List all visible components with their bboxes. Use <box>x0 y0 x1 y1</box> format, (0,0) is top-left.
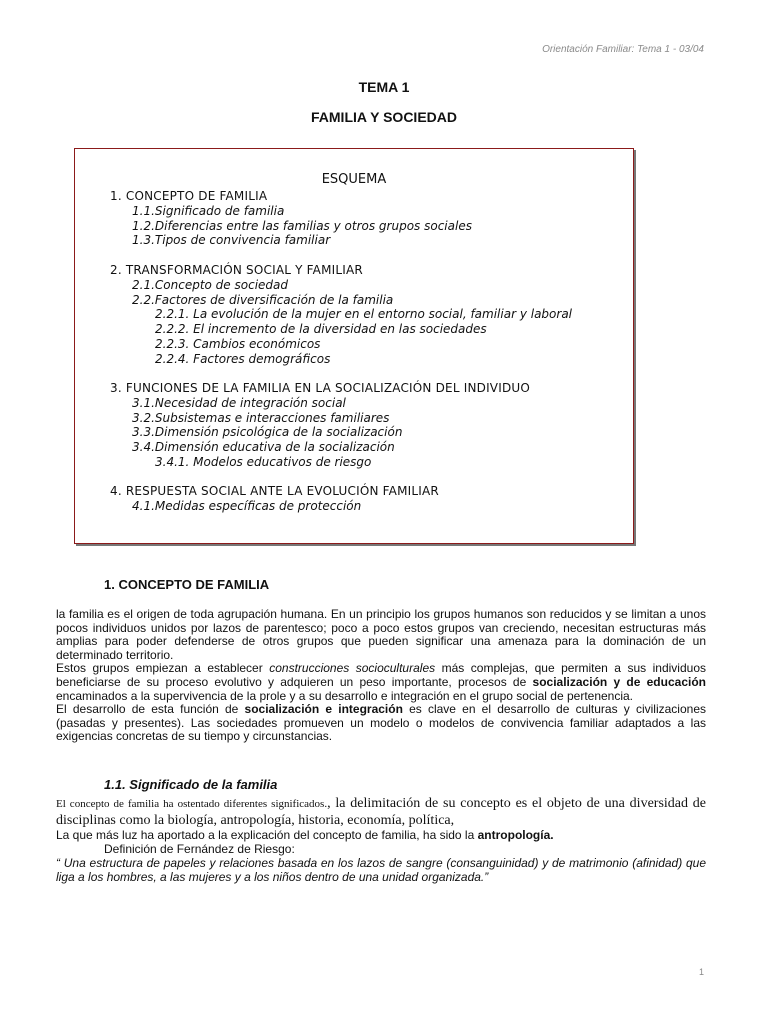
outline-subitem: 3.4.Dimensión educativa de la socialización <box>132 440 395 454</box>
emphasis-text: construcciones socioculturales <box>269 661 436 676</box>
outline-subsubitem: 2.2.1. La evolución de la mujer en el entorno social, familiar y laboral <box>155 307 573 321</box>
paragraph-text: El concepto de familia ha ostentado diferentes significados. <box>56 798 328 810</box>
outline-subitem: 3.1.Necesidad de integración social <box>132 396 346 410</box>
bold-term: socialización e integración <box>244 702 403 717</box>
paragraph-text: encaminados a la supervivencia de la prole y a su desarrollo e integración en el grupo social de pertenencia. <box>56 688 634 703</box>
outline-subitem: 1.1.Significado de familia <box>132 204 285 218</box>
bold-term: socialización y de educación <box>532 674 706 689</box>
outline-subitem: 2.2.Factores de diversificación de la familia <box>132 293 394 307</box>
outline-subsubitem: 3.4.1. Modelos educativos de riesgo <box>155 455 372 469</box>
page-number: 1 <box>698 967 704 977</box>
outline-heading: ESQUEMA <box>321 172 387 187</box>
definition-label: Definición de Fernández de Riesgo: <box>104 842 295 856</box>
paragraph-text: El desarrollo de esta función de <box>56 702 245 717</box>
paragraph-text: es clave en el desarrollo de culturas y civilizaciones (pasadas y presentes). Las sociedades promueven un modelo o modelos de convivencia familiar adaptados a las exigencias concretas de su tiempo y circunstancias. <box>56 702 706 744</box>
definition-quote: “ Una estructura de papeles y relaciones basada en los lazos de sangre (consanguinidad) y de matrimonio (afinidad) que liga a los hombres, a las mujeres y a los niños dentro de una unidad organizada.” <box>56 856 706 884</box>
outline-subitem: 3.2.Subsistemas e interacciones familiares <box>132 411 390 425</box>
outline-item: 3. FUNCIONES DE LA FAMILIA EN LA SOCIALIZACIÓN DEL INDIVIDUO <box>110 381 531 395</box>
paragraph-text: La que más luz ha aportado a la explicación del concepto de familia, ha sido la <box>56 828 478 842</box>
paragraph-text: la familia es el origen de toda agrupación humana. En un principio los grupos humanos son reducidos y se limitan a unos pocos individuos unidos por lazos de parentesco; poco a poco estos grupos van creciendo, necesitan estructuras más amplias para poder defenderse de otros grupos que pueden significar una amenaza para la dominación de un determinado territorio. <box>56 607 706 662</box>
outline-subitem: 1.2.Diferencias entre las familias y otros grupos sociales <box>132 219 472 233</box>
outline-subitem: 2.1.Concepto de sociedad <box>132 278 288 292</box>
outline-subitem: 1.3.Tipos de convivencia familiar <box>132 233 331 247</box>
outline-item: 4. RESPUESTA SOCIAL ANTE LA EVOLUCIÓN FAMILIAR <box>110 484 439 498</box>
subsection-heading: 1.1. Significado de la familia <box>104 777 278 792</box>
outline-subsubitem: 2.2.2. El incremento de la diversidad en las sociedades <box>155 322 487 336</box>
chapter-number: TEMA 1 <box>358 79 410 95</box>
paragraph-text: , la delimitación de su concepto es el objeto de una diversidad de disciplinas como la biología, antropología, historia, economía, política, <box>56 796 706 828</box>
running-header: Orientación Familiar: Tema 1 - 03/04 <box>542 44 704 55</box>
body-paragraph <box>56 608 706 744</box>
outline-subitem: 4.1.Medidas específicas de protección <box>132 499 362 513</box>
outline-subitem: 3.3.Dimensión psicológica de la socialización <box>132 425 403 439</box>
chapter-title: FAMILIA Y SOCIEDAD <box>311 109 457 125</box>
bold-term: antropología. <box>477 828 554 842</box>
outline-item: 2. TRANSFORMACIÓN SOCIAL Y FAMILIAR <box>110 263 363 277</box>
outline-subsubitem: 2.2.4. Factores demográficos <box>155 352 331 366</box>
outline-box <box>74 148 634 544</box>
outline-subsubitem: 2.2.3. Cambios económicos <box>155 337 321 351</box>
body-paragraph <box>56 829 706 843</box>
outline-item: 1. CONCEPTO DE FAMILIA <box>110 189 268 203</box>
section-heading: 1. CONCEPTO DE FAMILIA <box>104 577 270 592</box>
body-paragraph <box>56 795 706 829</box>
paragraph-text: más complejas, que permiten a sus individuos beneficiarse de su proceso evolutivo y adquieren un peso importante, procesos de <box>56 661 706 689</box>
paragraph-text: Estos grupos empiezan a establecer <box>56 661 270 676</box>
